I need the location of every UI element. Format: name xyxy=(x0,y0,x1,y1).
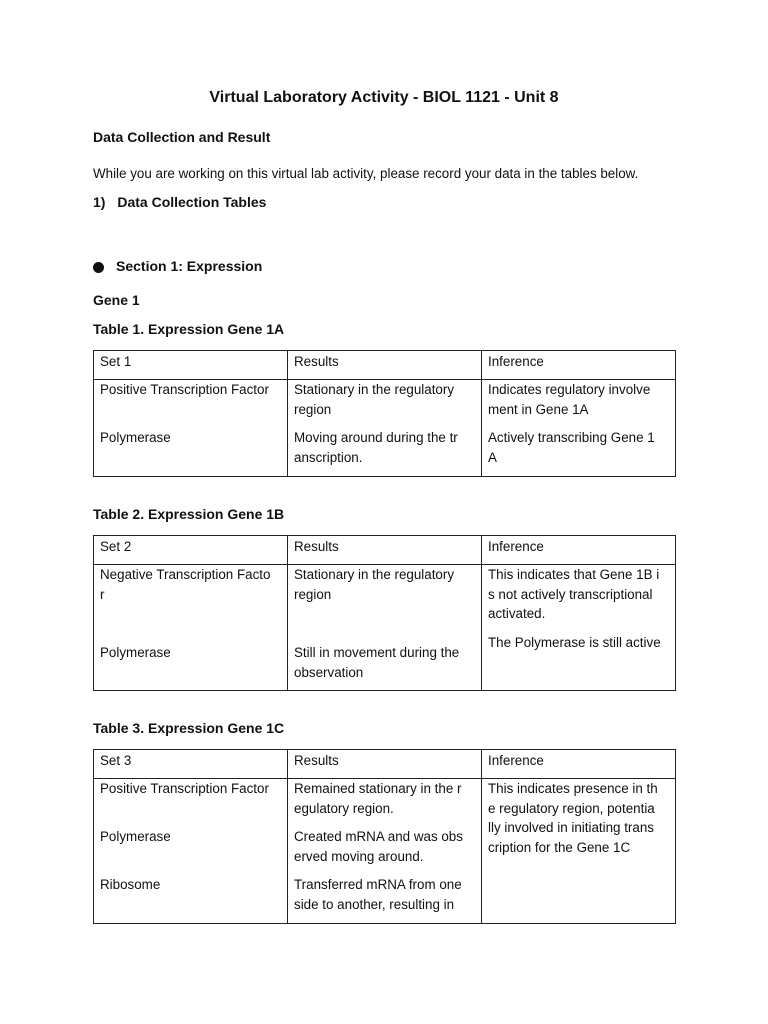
table-header-cell: Set 1 xyxy=(94,351,288,380)
cell-line: Polymerase xyxy=(100,430,171,445)
table-header-cell: Inference xyxy=(482,351,676,380)
cell-line: cription for the Gene 1C xyxy=(488,839,631,855)
cell-spacer xyxy=(294,624,475,644)
list-item-number: 1) xyxy=(93,194,106,210)
table-header-row xyxy=(94,750,676,779)
cell-spacer xyxy=(100,847,281,867)
table-cell xyxy=(288,565,482,691)
intro-paragraph: While you are working on this virtual lab activity, please record your data in the tables below. xyxy=(93,166,639,181)
cell-line: egulatory region. xyxy=(294,800,394,816)
cell-line: anscription. xyxy=(294,449,363,465)
cell-line: Positive Transcription Factor xyxy=(100,382,269,397)
table-cell xyxy=(482,779,676,924)
table-cell xyxy=(94,779,288,924)
cell-line: region xyxy=(294,401,332,417)
table-caption: Table 3. Expression Gene 1C xyxy=(93,720,285,736)
table-header-row xyxy=(94,536,676,565)
cell-line: r xyxy=(100,586,105,602)
cell-line: The Polymerase is still active xyxy=(488,634,661,650)
table-header-cell: Inference xyxy=(482,750,676,779)
numbered-list-item xyxy=(93,194,266,210)
cell-line: ment in Gene 1A xyxy=(488,401,589,417)
cell-line: Polymerase xyxy=(100,645,171,660)
cell-line: Negative Transcription Facto xyxy=(100,567,271,582)
cell-line: region xyxy=(294,586,332,602)
cell-line: observation xyxy=(294,664,364,680)
table-row xyxy=(94,779,676,924)
section-heading: Data Collection and Result xyxy=(93,129,271,145)
table-caption: Table 2. Expression Gene 1B xyxy=(93,506,285,522)
table-header-cell: Set 3 xyxy=(94,750,288,779)
table-header-cell: Results xyxy=(288,750,482,779)
cell-spacer xyxy=(100,624,281,644)
table-header-cell: Results xyxy=(288,536,482,565)
cell-line: This indicates presence in th xyxy=(488,781,658,796)
cell-line: Still in movement during the xyxy=(294,645,460,660)
cell-line: e regulatory region, potentia xyxy=(488,800,655,816)
table-cell xyxy=(94,565,288,691)
list-item-label: Data Collection Tables xyxy=(117,194,267,210)
cell-spacer xyxy=(294,604,475,624)
data-table xyxy=(93,535,676,691)
cell-line: erved moving around. xyxy=(294,848,424,864)
cell-line: Indicates regulatory involve xyxy=(488,382,651,397)
cell-line: side to another, resulting in xyxy=(294,896,455,912)
cell-line: Stationary in the regulatory xyxy=(294,382,455,397)
cell-line: Actively transcribing Gene 1 xyxy=(488,430,655,445)
table-row xyxy=(94,380,676,477)
cell-line: Created mRNA and was obs xyxy=(294,829,463,844)
cell-spacer xyxy=(100,818,281,827)
cell-line: Remained stationary in the r xyxy=(294,781,462,796)
cell-line: Ribosome xyxy=(100,877,161,892)
cell-spacer xyxy=(100,419,281,428)
table-header-cell: Results xyxy=(288,351,482,380)
cell-line: Polymerase xyxy=(100,829,171,844)
table-header-cell: Set 2 xyxy=(94,536,288,565)
table-row xyxy=(94,565,676,691)
table-header-row xyxy=(94,351,676,380)
cell-line: A xyxy=(488,449,497,465)
table-caption: Table 1. Expression Gene 1A xyxy=(93,321,285,337)
cell-line: Transferred mRNA from one xyxy=(294,877,462,892)
cell-line: Moving around during the tr xyxy=(294,430,458,445)
cell-spacer xyxy=(100,604,281,624)
table-cell xyxy=(288,779,482,924)
table-header-cell: Inference xyxy=(482,536,676,565)
gene-label: Gene 1 xyxy=(93,292,140,308)
cell-line: This indicates that Gene 1B i xyxy=(488,567,660,582)
table-cell xyxy=(94,380,288,477)
cell-spacer xyxy=(100,866,281,875)
cell-line: lly involved in initiating trans xyxy=(488,820,654,835)
table-cell xyxy=(482,380,676,477)
cell-line: activated. xyxy=(488,606,546,621)
data-table xyxy=(93,350,676,477)
cell-line: Positive Transcription Factor xyxy=(100,781,269,796)
cell-spacer xyxy=(100,799,281,819)
table-cell xyxy=(288,380,482,477)
cell-line: s not actively transcriptional xyxy=(488,586,653,602)
cell-line: Stationary in the regulatory xyxy=(294,567,455,582)
document-title: Virtual Laboratory Activity - BIOL 1121 - Unit 8 xyxy=(209,89,559,106)
data-table xyxy=(93,749,676,924)
table-cell xyxy=(482,565,676,691)
cell-line xyxy=(100,400,281,420)
bullet-icon xyxy=(93,262,104,273)
bullet-heading: Section 1: Expression xyxy=(116,258,263,274)
